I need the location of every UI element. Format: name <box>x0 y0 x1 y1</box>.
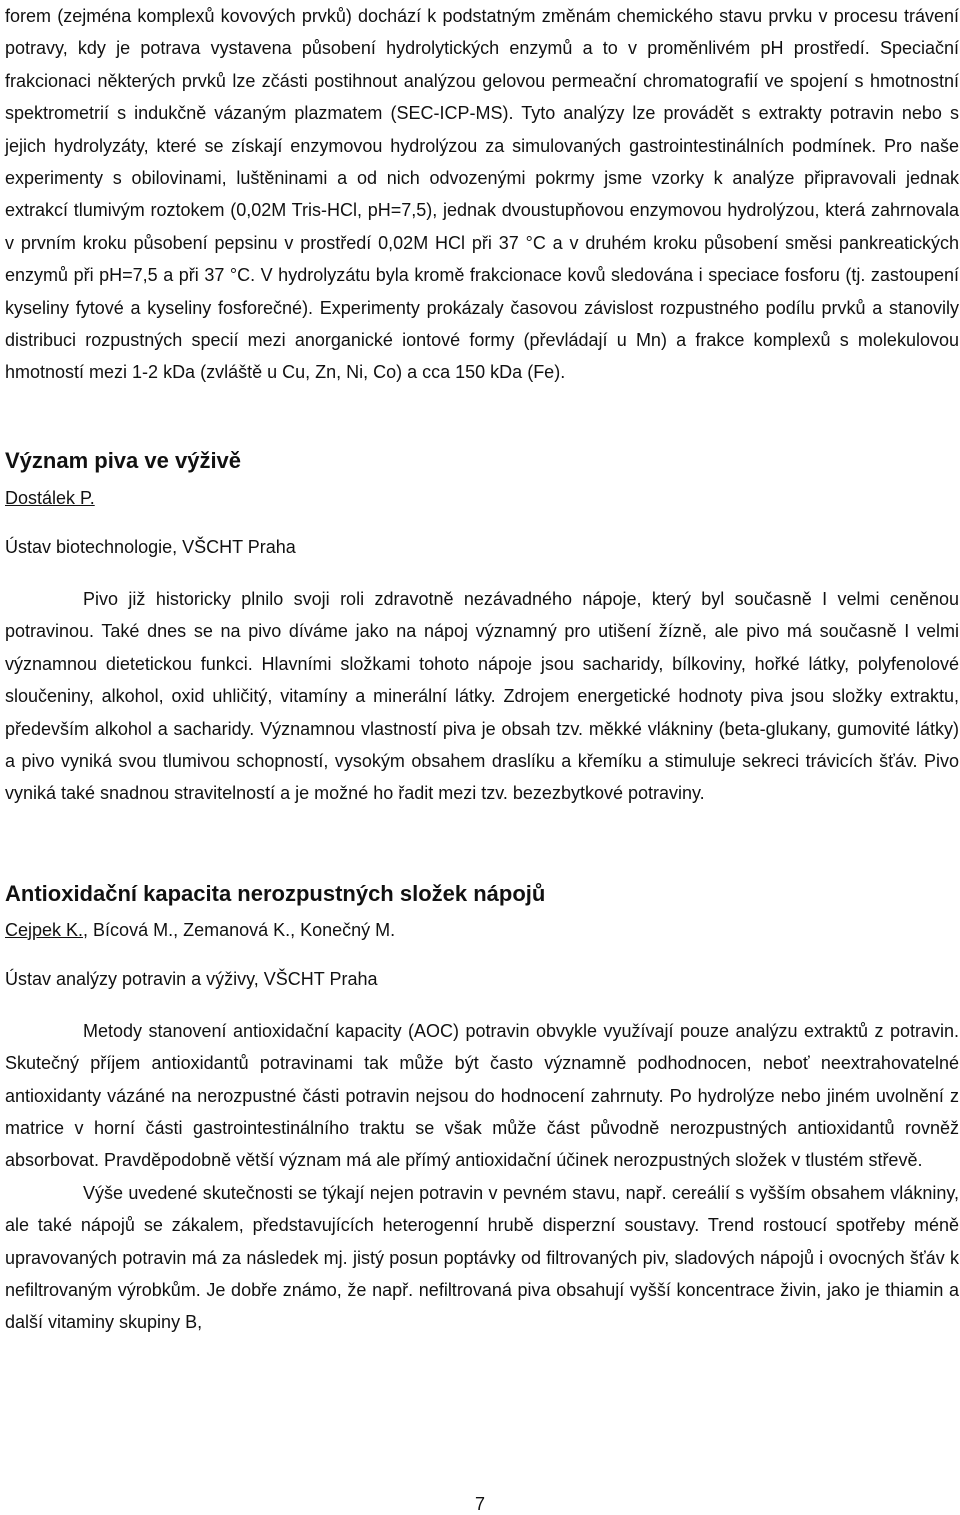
section-affiliation-antioxidant: Ústav analýzy potravin a výživy, VŠCHT Praha <box>5 968 378 989</box>
section-abstract-beer: Pivo již historicky plnilo svoji roli zdravotně nezávadného nápoje, který byl současně I velmi ceněnou potravinou. Také dnes se na pivo díváme jako na nápoj významný pro utišení žízně, ale pivo má současně I velmi významnou dietetickou funkci. Hlavními složkami tohoto nápoje jsou sacharidy, bílkoviny, hořké látky, polyfenolové sloučeniny, alkohol, oxid uhličitý, vitamíny a minerální látky. Zdrojem energetické hodnoty piva jsou složky extraktu, především alkohol a sacharidy. Významnou vlastností piva je obsah tzv. měkké vlákniny (beta-glukany, gumovité látky) a pivo vyniká svou tlumivou schopností, vysokým obsahem draslíku a křemíku a stimuluje sekreci trávicích šťáv. Pivo vyniká také snadnou stravitelností a je možné ho řadit mezi tzv. bezezbytkové potraviny. <box>5 588 959 804</box>
intro-paragraph: forem (zejména komplexů kovových prvků) dochází k podstatným změnám chemického stavu prvku v procesu trávení potravy, kdy je potrava vystavena působení hydrolytických enzymů a to v proměnlivém pH prostředí. Speciační frakcionaci některých prvků lze zčásti postihnout analýzou gelovou permeační chromatografií ve spojení s hmotnostní spektrometrií s indukčně vázaným plazmatem (SEC-ICP-MS). Tyto analýzy lze provádět s extrakty potravin nebo s jejich hydrolyzáty, které se získají enzymovou hydrolýzou za simulovaných gastrointestinálních podmínek. Pro naše experimenty s obilovinami, luštěninami a od nich odvozenými pokrmy jsme vzorky k analýze připravovali jednak extrakcí tlumivým roztokem (0,02M Tris-HCl, pH=7,5), jednak dvoustupňovou enzymovou hydrolýzou, která zahrnovala v prvním kroku působení pepsinu v prostředí 0,02M HCl při 37 °C a v druhém kroku působení směsi pankreatických enzymů při pH=7,5 a při 37 °C. V hydrolyzátu byla kromě frakcionace kovů sledována i speciace fosforu (tj. zastoupení kyseliny fytové a kyseliny fosforečné). Experimenty prokázaly časovou závislost rozpustného podílu prvků a stanovily distribuci rozpustných specií mezi anorganické iontové formy (převládají u Mn) a frakce komplexů s molekulovou hmotností mezi 1-2 kDa (zvláště u Cu, Zn, Ni, Co) a cca 150 kDa (Fe). <box>5 6 959 383</box>
page-number: 7 <box>474 1494 485 1514</box>
co-authors: , Bícová M., Zemanová K., Konečný M. <box>83 919 396 940</box>
document-page <box>5 0 959 1339</box>
section-authors-antioxidant <box>5 918 959 942</box>
section-title-antioxidant: Antioxidační kapacita nerozpustných složek nápojů <box>5 880 546 906</box>
section-abstract-paragraph-1: Metody stanovení antioxidační kapacity (AOC) potravin obvykle využívají pouze analýzu extraktů z potravin. Skutečný příjem antioxidantů potravinami tak může být často významně podhodnocen, neboť neextrahovatelné antioxidanty vázáné na nerozpustné části potravin nejsou do hodnocení zahrnuty. Po hydrolýze nebo jiném uvolnění z matrice v horní části gastrointestinálního traktu se však může část původně nerozpustných antioxidantů rovněž absorbovat. Pravděpodobně větší význam má ale přímý antioxidační účinek nerozpustných složek v tlustém střevě. <box>5 1020 959 1171</box>
section-abstract-paragraph-2: Výše uvedené skutečnosti se týkají nejen potravin v pevném stavu, např. cereálií s vyšším obsahem vlákniny, ale také nápojů se zákalem, představujících heterogenní hrubě disperzní soustavy. Trend rostoucí spotřeby méně upravovaných potravin má za následek mj. jistý posun poptávky od filtrovaných piv, sladových nápojů i ovocných šťáv k nefiltrovaným výrobkům. Je dobře známo, že např. nefiltrovaná piva obsahují vyšší koncentrace živin, jako je thiamin a další vitaminy skupiny B, <box>5 1182 959 1333</box>
presenting-author: Dostálek P. <box>5 487 95 508</box>
presenting-author: Cejpek K. <box>5 919 84 940</box>
section-title-beer: Význam piva ve výživě <box>5 447 242 473</box>
section-affiliation-beer: Ústav biotechnologie, VŠCHT Praha <box>5 536 296 557</box>
section-authors-beer <box>5 486 959 510</box>
